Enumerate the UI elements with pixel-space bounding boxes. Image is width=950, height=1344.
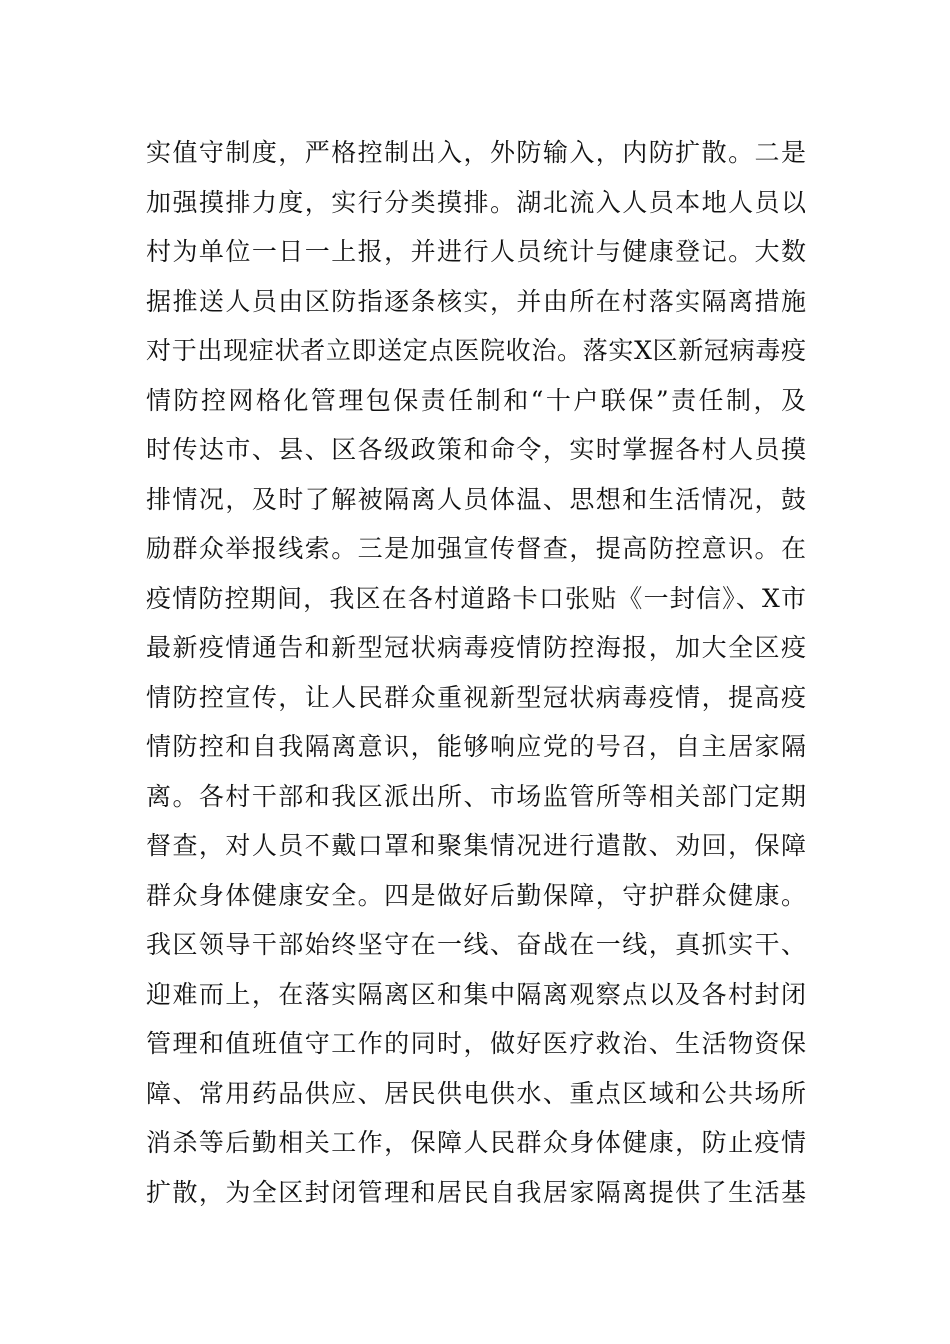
text-line: 离。各村干部和我区派出所、市场监管所等相关部门定期 (146, 781, 806, 811)
text-line: 迎难而上，在落实隔离区和集中隔离观察点以及各村封闭 (146, 979, 806, 1009)
text-line: 扩散，为全区封闭管理和居民自我居家隔离提供了生活基 (146, 1177, 806, 1207)
text-line: 实值守制度，严格控制出入，外防输入，内防扩散。二是 (146, 138, 806, 167)
body-text (146, 133, 806, 1222)
text-line: 排情况，及时了解被隔离人员体温、思想和生活情况，鼓 (146, 484, 806, 514)
text-line: 励群众举报线索。三是加强宣传督查，提高防控意识。在 (146, 534, 806, 563)
text-line: 消杀等后勤相关工作，保障人民群众身体健康，防止疫情 (146, 1128, 806, 1157)
text-line: 加强摸排力度，实行分类摸排。湖北流入人员本地人员以 (146, 187, 806, 217)
text-line: 据推送人员由区防指逐条核实，并由所在村落实隔离措施 (146, 286, 806, 316)
text-line: 情防控和自我隔离意识，能够响应党的号召，自主居家隔 (146, 732, 806, 761)
text-line: 时传达市、县、区各级政策和命令，实时掌握各村人员摸 (146, 435, 806, 464)
text-line: 管理和值班值守工作的同时，做好医疗救治、生活物资保 (146, 1029, 806, 1058)
text-line: 最新疫情通告和新型冠状病毒疫情防控海报，加大全区疫 (146, 633, 806, 662)
text-line: 村为单位一日一上报，并进行人员统计与健康登记。大数 (146, 237, 806, 266)
text-line: 障、常用药品供应、居民供电供水、重点区域和公共场所 (146, 1078, 806, 1108)
text-line: 情防控网格化管理包保责任制和“十户联保”责任制，及 (146, 385, 806, 415)
text-line: 疫情防控期间，我区在各村道路卡口张贴《一封信》、X市 (146, 583, 806, 613)
text-line: 对于出现症状者立即送定点医院收治。落实X区新冠病毒疫 (146, 336, 806, 365)
text-line: 督查，对人员不戴口罩和聚集情况进行遣散、劝回，保障 (146, 831, 806, 860)
text-line: 我区领导干部始终坚守在一线、奋战在一线，真抓实干、 (146, 930, 806, 959)
text-line: 群众身体健康安全。四是做好后勤保障，守护群众健康。 (146, 880, 806, 910)
text-line: 情防控宣传，让人民群众重视新型冠状病毒疫情，提高疫 (146, 682, 806, 712)
